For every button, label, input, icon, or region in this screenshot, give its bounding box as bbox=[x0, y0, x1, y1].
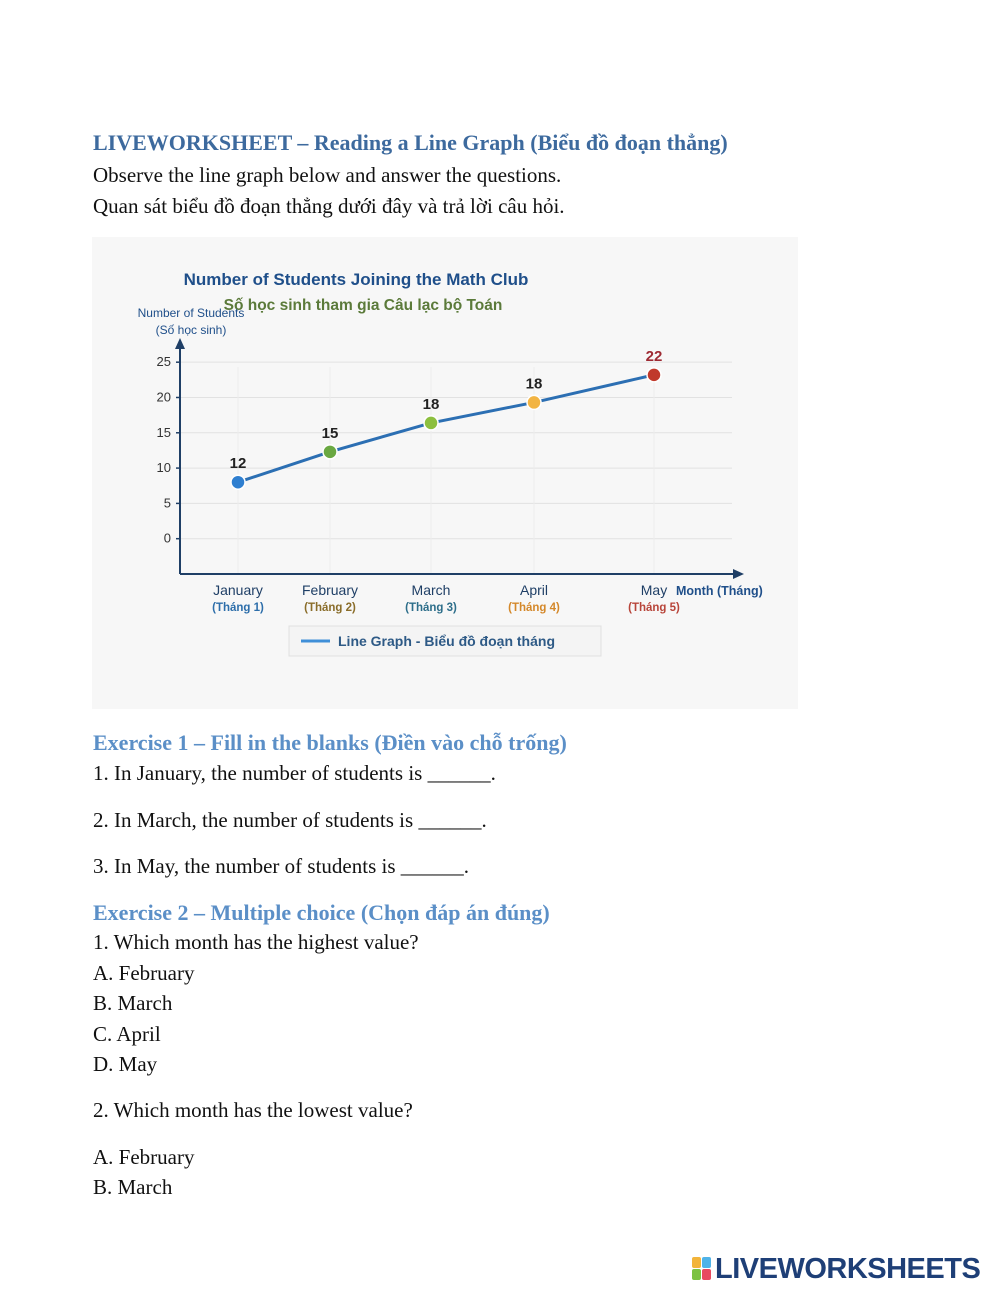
y-axis-label: Number of Students bbox=[137, 306, 245, 320]
grid-lines bbox=[180, 362, 732, 574]
data-label: 15 bbox=[321, 424, 339, 442]
exercise1-item: 3. In May, the number of students is ______. bbox=[93, 854, 470, 878]
data-label: 22 bbox=[645, 347, 663, 365]
data-point bbox=[647, 368, 661, 382]
y-axis-arrow-icon bbox=[175, 338, 185, 349]
exercise2-question-2: 2. Which month has the lowest value? bbox=[93, 1098, 413, 1122]
x-tick-label-vi: (Tháng 4) bbox=[508, 602, 560, 614]
data-label: 12 bbox=[229, 455, 247, 473]
data-point bbox=[231, 475, 245, 489]
x-tick-label: February bbox=[301, 582, 359, 598]
exercise2-heading: Exercise 2 – Multiple choice (Chọn đáp án đúng) bbox=[93, 900, 550, 925]
liveworksheets-logo[interactable] bbox=[692, 1253, 980, 1285]
exercise1-heading: Exercise 1 – Fill in the blanks (Điền vào chỗ trống) bbox=[93, 730, 567, 755]
x-tick-label-vi: (Tháng 2) bbox=[304, 602, 356, 614]
logo-text: LIVEWORKSHEETS bbox=[715, 1252, 981, 1285]
exercise2-question-1: 1. Which month has the highest value? bbox=[93, 930, 419, 954]
answer-option[interactable]: C. April bbox=[93, 1022, 161, 1046]
worksheet-title: LIVEWORKSHEET – Reading a Line Graph (Biểu đồ đoạn thẳng) bbox=[93, 130, 728, 155]
x-axis-label: Month (Tháng) bbox=[676, 584, 763, 598]
y-tick-labels bbox=[157, 354, 180, 546]
data-point bbox=[323, 445, 337, 459]
x-tick-label-vi: (Tháng 1) bbox=[212, 602, 264, 614]
chart-title: Number of Students Joining the Math Club bbox=[183, 270, 529, 289]
exercise1-item: 1. In January, the number of students is ______. bbox=[93, 761, 496, 785]
intro-english: Observe the line graph below and answer the questions. bbox=[93, 163, 562, 187]
answer-option[interactable]: A. February bbox=[93, 961, 195, 985]
data-label: 18 bbox=[422, 395, 440, 413]
exercise1-item: 2. In March, the number of students is ______. bbox=[93, 808, 487, 832]
data-point bbox=[424, 416, 438, 430]
x-tick-label-vi: (Tháng 3) bbox=[405, 602, 457, 614]
series-line bbox=[238, 375, 654, 482]
line-chart-svg bbox=[92, 237, 798, 709]
data-label: 18 bbox=[525, 375, 543, 393]
y-axis-label-vi: (Số học sinh) bbox=[155, 323, 227, 337]
y-tick-label: 0 bbox=[163, 530, 171, 546]
x-axis-arrow-icon bbox=[733, 569, 744, 579]
answer-option[interactable]: B. March bbox=[93, 991, 173, 1015]
answer-option[interactable]: D. May bbox=[93, 1052, 158, 1076]
y-tick-label: 20 bbox=[156, 389, 171, 405]
data-point bbox=[527, 395, 541, 409]
x-tick-label: January bbox=[213, 582, 263, 598]
answer-option[interactable]: B. March bbox=[93, 1175, 173, 1199]
line-chart bbox=[92, 237, 798, 709]
y-tick-label: 15 bbox=[156, 424, 171, 440]
y-tick-label: 5 bbox=[163, 495, 171, 511]
x-tick-label-vi: (Tháng 5) bbox=[628, 602, 680, 614]
x-tick-labels bbox=[212, 582, 680, 614]
x-tick-label: April bbox=[519, 582, 549, 598]
x-tick-label: May bbox=[640, 582, 668, 598]
y-tick-label: 25 bbox=[156, 354, 171, 370]
chart-subtitle: Số học sinh tham gia Câu lạc bộ Toán bbox=[223, 297, 503, 314]
legend-label: Line Graph - Biểu đồ đoạn tháng bbox=[338, 633, 555, 649]
intro-vietnamese: Quan sát biểu đồ đoạn thẳng dưới đây và trả lời câu hỏi. bbox=[93, 194, 565, 218]
liveworksheets-logo-icon bbox=[692, 1257, 712, 1281]
y-tick-label: 10 bbox=[156, 460, 171, 476]
answer-option[interactable]: A. February bbox=[93, 1145, 195, 1169]
x-tick-label: March bbox=[411, 582, 451, 598]
